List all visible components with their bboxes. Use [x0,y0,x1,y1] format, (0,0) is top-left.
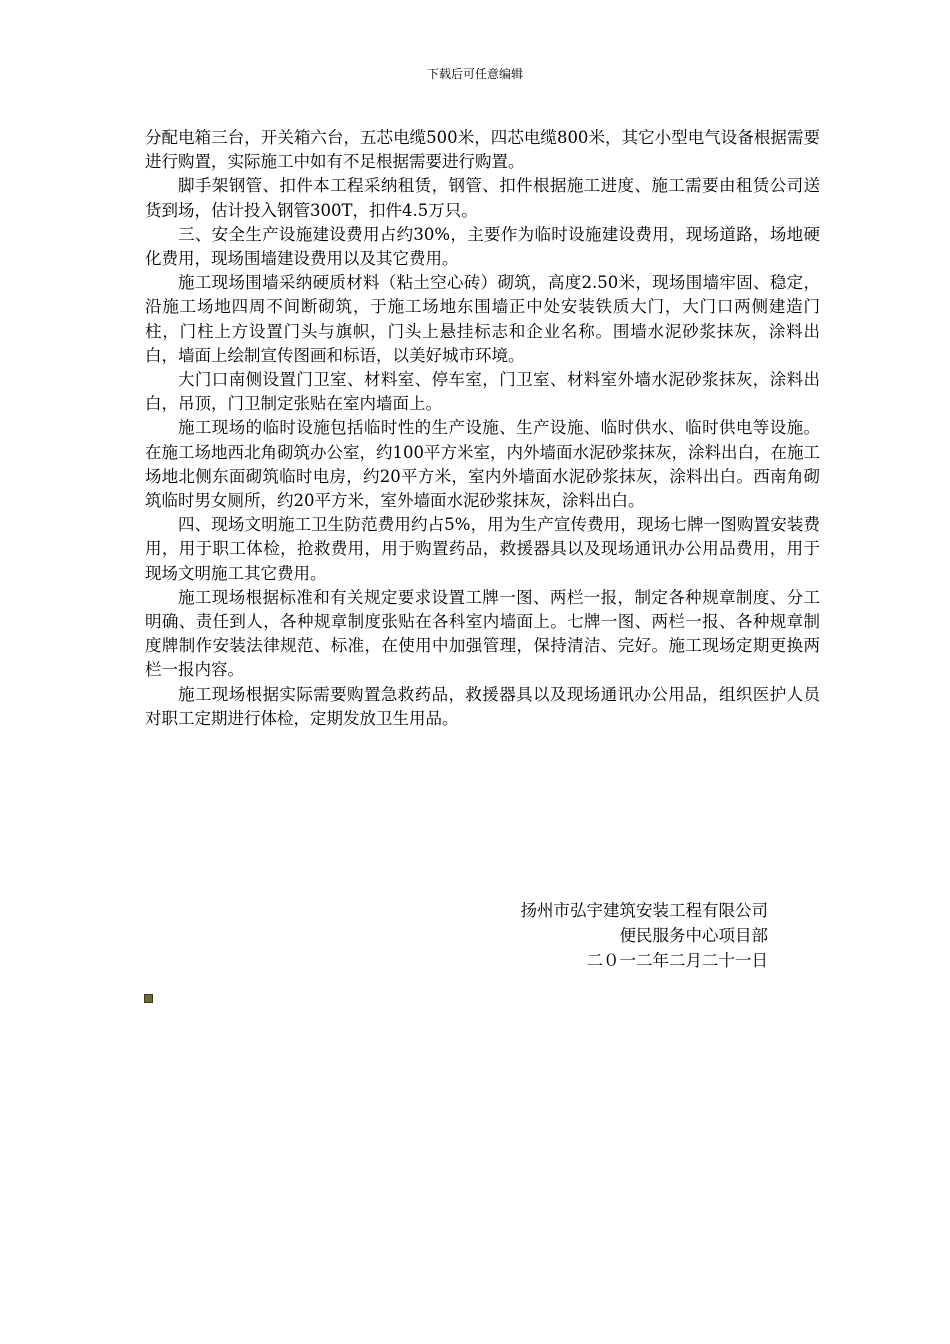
signature-block [400,898,768,973]
document-body [145,126,820,731]
signature-date: 二０一二年二月二十一日 [586,951,768,970]
paragraph-4: 施工现场围墙采纳硬质材料（粘土空心砖）砌筑，高度2.50米，现场围墙牢固、稳定，沿施工场地四周不间断砌筑，于施工场地东围墙正中处安装铁质大门，大门口两侧建造门柱，门柱上方设置门头与旗帜，门头上悬挂标志和企业名称。围墙水泥砂浆抹灰，涂料出白，墙面上绘制宣传图画和标语，以美好城市环境。 [145,273,820,365]
paragraph-1: 分配电箱三台，开关箱六台，五芯电缆500米，四芯电缆800米，其它小型电气设备根据需要进行购置，实际施工中如有不足根据需要进行购置。 [145,128,820,172]
paragraph-3: 三、安全生产设施建设费用占约30%，主要作为临时设施建设费用，现场道路，场地硬化费用，现场围墙建设费用以及其它费用。 [145,224,820,269]
paragraph-2: 脚手架钢管、扣件本工程采纳租赁，钢管、扣件根据施工进度、施工需要由租赁公司送货到场，估计投入钢管300T，扣件4.5万只。 [145,176,820,220]
corner-mark-icon [144,994,153,1003]
signature-company: 扬州市弘宇建筑安装工程有限公司 [520,901,768,920]
paragraph-5: 大门口南侧设置门卫室、材料室、停车室，门卫室、材料室外墙水泥砂浆抹灰，涂料出白，吊顶，门卫制定张贴在室内墙面上。 [145,370,820,414]
paragraph-7: 四、现场文明施工卫生防范费用约占5%，用为生产宣传费用，现场七牌一图购置安装费用，用于职工体检，抢救费用，用于购置药品，救援器具以及现场通讯办公用品费用，用于现场文明施工其它费用。 [145,515,820,583]
header-note: 下载后可任意编辑 [426,67,523,81]
paragraph-9: 施工现场根据实际需要购置急救药品，救援器具以及现场通讯办公用品，组织医护人员对职工定期进行体检，定期发放卫生用品。 [145,684,820,728]
signature-department: 便民服务中心项目部 [619,926,768,945]
paragraph-6: 施工现场的临时设施包括临时性的生产设施、生产设施、临时供水、临时供电等设施。在施工场地西北角砌筑办公室，约100平方米室，内外墙面水泥砂浆抹灰，涂料出白，在施工场地北侧东面砌筑临时电房，约20平方米，室内外墙面水泥砂浆抹灰，涂料出白。西南角砌筑临时男女厕所，约20平方米，室外墙面水泥砂浆抹灰，涂料出白。 [145,418,820,511]
paragraph-8: 施工现场根据标准和有关规定要求设置工牌一图、两栏一报，制定各种规章制度、分工明确、责任到人，各种规章制度张贴在各科室内墙面上。七牌一图、两栏一报、各种规章制度牌制作安装法律规范、标准，在使用中加强管理，保持清洁、完好。施工现场定期更换两栏一报内容。 [145,587,820,680]
